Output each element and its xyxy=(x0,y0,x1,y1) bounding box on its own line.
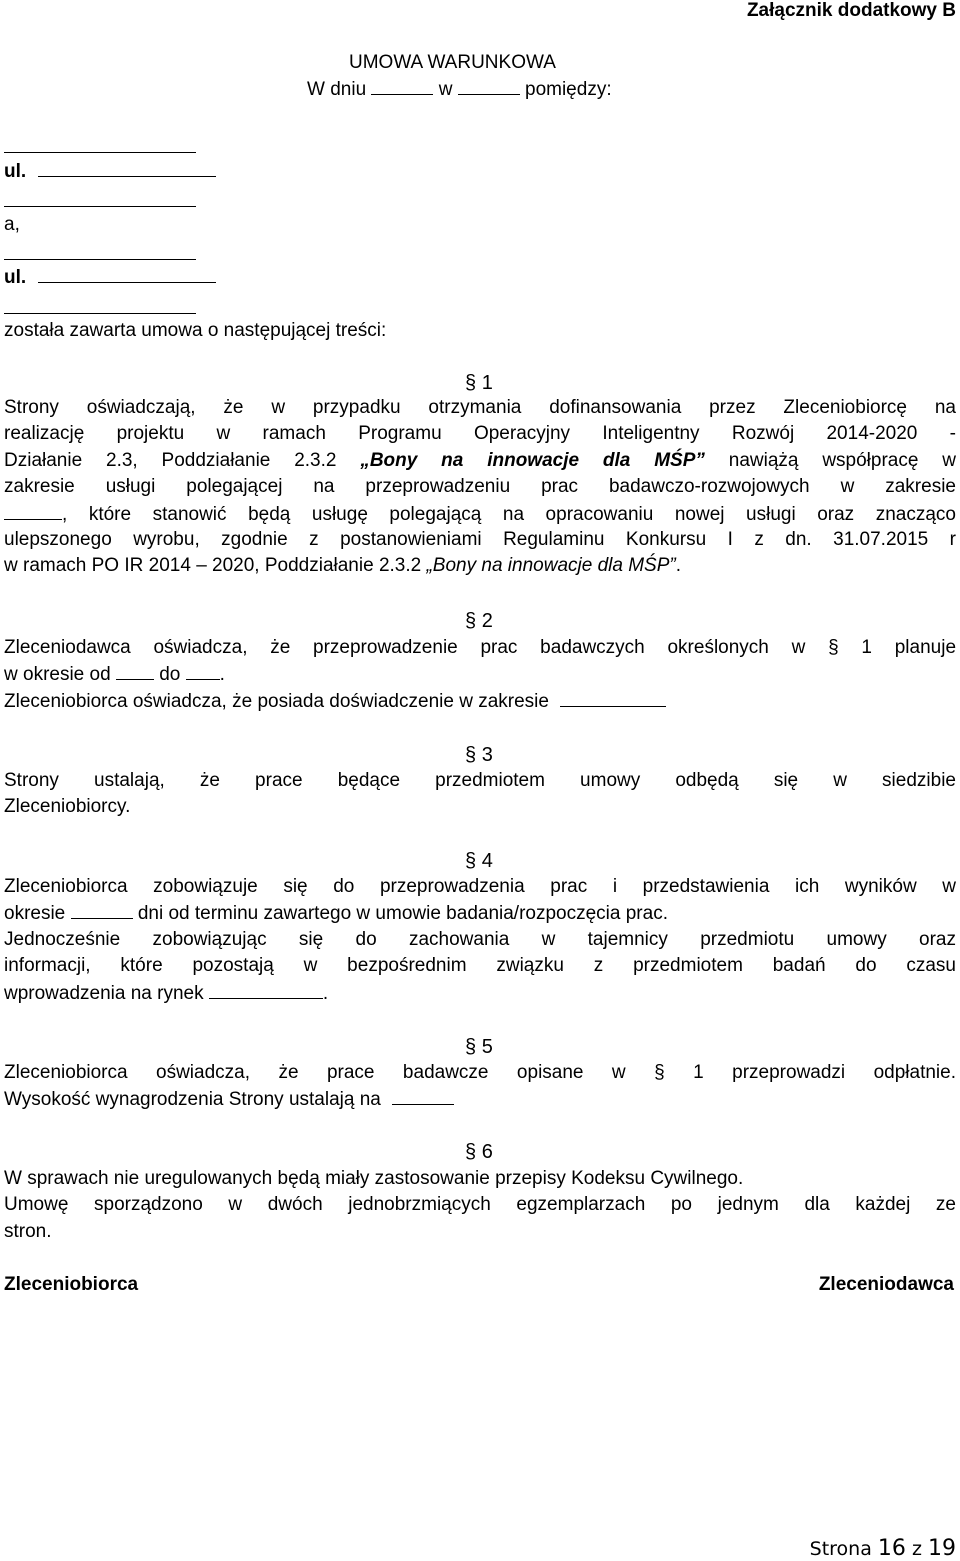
street1-blank xyxy=(38,158,216,177)
s3-line1: Strony ustalają, że prace będące przedmiotem umowy odbędą się w siedzibie xyxy=(4,770,956,791)
s5-line1: Zleceniobiorca oświadcza, że prace badawcze opisane w § 1 przeprowadzi odpłatnie. xyxy=(4,1062,956,1083)
place-label: w xyxy=(438,79,453,100)
party1-name-line xyxy=(4,152,196,153)
s2-line1: Zleceniodawca oświadcza, że przeprowadzenie prac badawczych określonych w § 1 planuje xyxy=(4,637,957,658)
party2-street: ul. xyxy=(4,264,216,291)
s1-line3: Działanie 2.3, Poddziałanie 2.3.2 „Bony na innowacje dla MŚP” nawiążą współpracę w xyxy=(4,449,956,471)
date-label: W dniu xyxy=(307,79,367,100)
market-date-blank xyxy=(209,980,323,999)
section-4-heading: § 4 xyxy=(465,850,493,872)
date-blank xyxy=(371,76,433,95)
s2-line2: w okresie od do . xyxy=(4,661,956,687)
s5-line2: Wysokość wynagrodzenia Strony ustalają na xyxy=(4,1086,956,1112)
section-1-heading: § 1 xyxy=(465,372,493,394)
section-4-body xyxy=(4,874,956,1006)
signature-client: Zleceniodawca xyxy=(818,1274,954,1295)
s6-line2: Umowę sporządzono w dwóch jednobrzmiących egzemplarzach po jednym dla każdej ze xyxy=(4,1194,956,1216)
s4-line1: Zleceniobiorca zobowiązuje się do przeprowadzenia prac i przedstawienia ich wyników w xyxy=(4,876,956,897)
signature-contractor: Zleceniobiorca xyxy=(4,1274,139,1295)
remuneration-blank xyxy=(392,1086,454,1105)
s1-line5: , które stanowić będą usługę polegającą na opracowaniu nowej usługi oraz znacząco xyxy=(4,501,956,527)
experience-blank xyxy=(560,688,666,707)
contract-date-line xyxy=(307,76,612,103)
section-2-body xyxy=(4,635,956,714)
s6-line1: W sprawach nie uregulowanych będą miały zastosowanie przepisy Kodeksu Cywilnego. xyxy=(4,1168,744,1189)
s4-line3: Jednocześnie zobowiązując się do zachowania w tajemnicy przedmiotu umowy oraz xyxy=(4,928,956,950)
s6-line3: stron. xyxy=(4,1220,52,1242)
party2-name-line xyxy=(4,259,196,260)
party1-city-line xyxy=(4,206,196,207)
intro-text: została zawarta umowa o następującej treści: xyxy=(4,320,387,341)
between-label: pomiędzy: xyxy=(525,79,612,100)
period-to-blank xyxy=(186,661,220,680)
party1-street: ul. xyxy=(4,158,216,185)
page-number: Strona 16 z 19 xyxy=(809,1536,956,1561)
s2-line3: Zleceniobiorca oświadcza, że posiada doświadczenie w zakresie xyxy=(4,688,956,714)
s1-line2: realizację projektu w ramach Programu Operacyjny Inteligentny Rozwój 2014-2020 - xyxy=(4,423,956,445)
section-3-heading: § 3 xyxy=(465,744,493,766)
program-name: „Bony na innowacje dla MŚP” xyxy=(360,449,705,471)
scope-blank xyxy=(4,501,62,520)
period-from-blank xyxy=(116,661,154,680)
program-name-italic: „Bony na innowacje dla MŚP” xyxy=(426,555,676,577)
s4-line2: okresie dni od terminu zawartego w umowie badania/rozpoczęcia prac. xyxy=(4,900,956,926)
days-blank xyxy=(71,900,133,919)
and-label: a, xyxy=(4,214,20,235)
s1-line1: Strony oświadczają, że w przypadku otrzymania dofinansowania przez Zleceniobiorcę na xyxy=(4,397,956,418)
contract-title: UMOWA WARUNKOWA xyxy=(349,52,556,73)
s1-line7: w ramach PO IR 2014 – 2020, Poddziałanie 2.3.2 „Bony na innowacje dla MŚP”. xyxy=(4,555,682,577)
place-blank xyxy=(458,76,520,95)
section-2-heading: § 2 xyxy=(465,610,493,632)
section-6-body xyxy=(4,1166,956,1245)
section-5-heading: § 5 xyxy=(465,1036,493,1058)
attachment-label: Załącznik dodatkowy B xyxy=(746,0,956,21)
section-3-body xyxy=(4,768,956,821)
s1-line6: ulepszonego wyrobu, zgodnie z postanowieniami Regulaminu Konkursu I z dn. 31.07.2015 r xyxy=(4,528,956,550)
s3-line2: Zleceniobiorcy. xyxy=(4,796,131,818)
section-5-body xyxy=(4,1060,956,1113)
section-6-heading: § 6 xyxy=(465,1141,493,1163)
s4-line4: informacji, które pozostają w bezpośrednim związku z przedmiotem badań do czasu xyxy=(4,955,956,977)
party2-city-line xyxy=(4,313,196,314)
s1-line4: zakresie usługi polegającej na przeprowadzeniu prac badawczo-rozwojowych w zakresie xyxy=(4,476,956,498)
s4-line5: wprowadzenia na rynek . xyxy=(4,980,956,1006)
section-1-body xyxy=(4,395,956,580)
street2-blank xyxy=(38,264,216,283)
